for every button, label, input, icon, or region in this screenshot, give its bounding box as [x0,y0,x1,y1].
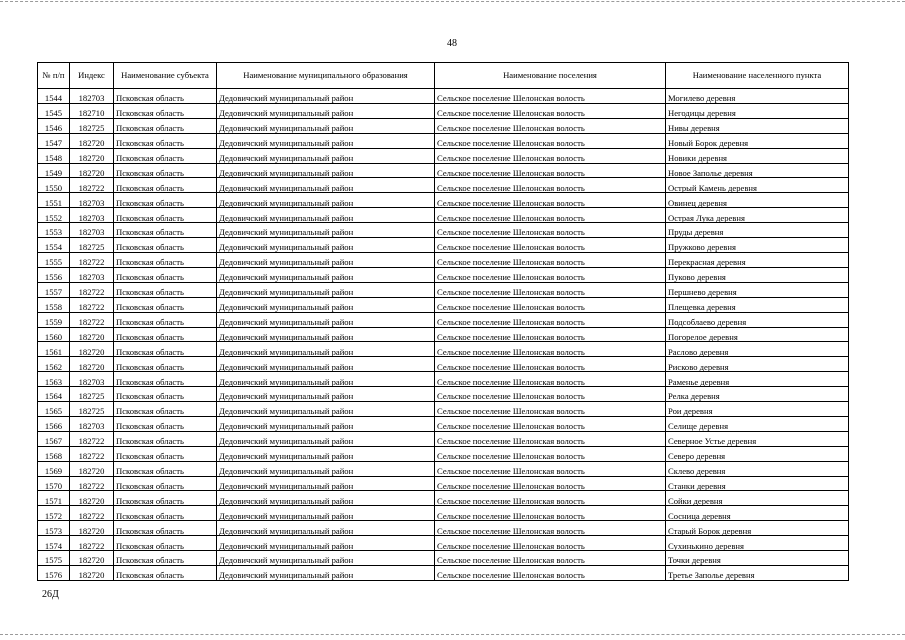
header-index: Индекс [70,63,114,89]
scan-bottom-edge [0,634,905,635]
postal-index-cell: 182710 [70,103,114,118]
row-number-cell: 1546 [38,118,70,133]
table-row [38,178,849,193]
settlement-cell: Сельское поселение Шелонская волость [435,118,666,133]
locality-cell: Северное Устье деревня [666,431,849,446]
header-number: № п/п [38,63,70,89]
municipality-cell: Дедовичский муниципальный район [217,282,435,297]
row-number-cell: 1568 [38,446,70,461]
locality-cell: Релка деревня [666,387,849,402]
postal-index-cell: 182703 [70,89,114,104]
subject-cell: Псковская область [114,208,217,223]
settlement-cell: Сельское поселение Шелонская волость [435,193,666,208]
postal-index-cell: 182720 [70,357,114,372]
locality-cell: Сосница деревня [666,506,849,521]
row-number-cell: 1564 [38,387,70,402]
settlement-cell: Сельское поселение Шелонская волость [435,402,666,417]
settlement-cell: Сельское поселение Шелонская волость [435,327,666,342]
postal-index-cell: 182720 [70,148,114,163]
subject-cell: Псковская область [114,402,217,417]
locality-cell: Плещевка деревня [666,297,849,312]
row-number-cell: 1558 [38,297,70,312]
subject-cell: Псковская область [114,178,217,193]
table-body [38,89,849,581]
subject-cell: Псковская область [114,357,217,372]
postal-index-cell: 182722 [70,252,114,267]
table-row [38,491,849,506]
page-number: 48 [447,38,457,49]
settlement-cell: Сельское поселение Шелонская волость [435,103,666,118]
locality-cell: Северо деревня [666,446,849,461]
table-row [38,566,849,581]
subject-cell: Псковская область [114,342,217,357]
postal-index-cell: 182725 [70,238,114,253]
row-number-cell: 1553 [38,223,70,238]
row-number-cell: 1549 [38,163,70,178]
settlement-cell: Сельское поселение Шелонская волость [435,297,666,312]
municipality-cell: Дедовичский муниципальный район [217,327,435,342]
subject-cell: Псковская область [114,566,217,581]
settlement-cell: Сельское поселение Шелонская волость [435,238,666,253]
locality-cell: Острая Лука деревня [666,208,849,223]
row-number-cell: 1574 [38,536,70,551]
locality-cell: Пружково деревня [666,238,849,253]
row-number-cell: 1550 [38,178,70,193]
table-row [38,193,849,208]
row-number-cell: 1572 [38,506,70,521]
settlement-cell: Сельское поселение Шелонская волость [435,372,666,387]
municipality-cell: Дедовичский муниципальный район [217,133,435,148]
settlement-cell: Сельское поселение Шелонская волость [435,89,666,104]
row-number-cell: 1561 [38,342,70,357]
row-number-cell: 1548 [38,148,70,163]
locality-cell: Новый Борок деревня [666,133,849,148]
locality-cell: Рои деревня [666,402,849,417]
settlement-cell: Сельское поселение Шелонская волость [435,476,666,491]
subject-cell: Псковская область [114,133,217,148]
settlement-cell: Сельское поселение Шелонская волость [435,267,666,282]
table-row [38,416,849,431]
postal-index-cell: 182720 [70,327,114,342]
locality-cell: Новики деревня [666,148,849,163]
settlement-cell: Сельское поселение Шелонская волость [435,551,666,566]
municipality-cell: Дедовичский муниципальный район [217,193,435,208]
settlement-cell: Сельское поселение Шелонская волость [435,208,666,223]
municipality-cell: Дедовичский муниципальный район [217,476,435,491]
table-row [38,446,849,461]
row-number-cell: 1545 [38,103,70,118]
settlement-cell: Сельское поселение Шелонская волость [435,461,666,476]
settlement-cell: Сельское поселение Шелонская волость [435,416,666,431]
postal-index-cell: 182720 [70,461,114,476]
municipality-cell: Дедовичский муниципальный район [217,223,435,238]
page-footer-code: 26Д [42,589,59,600]
settlement-cell: Сельское поселение Шелонская волость [435,148,666,163]
locality-cell: Погорелое деревня [666,327,849,342]
table-row [38,238,849,253]
subject-cell: Псковская область [114,297,217,312]
municipality-cell: Дедовичский муниципальный район [217,431,435,446]
settlement-cell: Сельское поселение Шелонская волость [435,252,666,267]
locality-cell: Станки деревня [666,476,849,491]
table-row [38,297,849,312]
settlement-cell: Сельское поселение Шелонская волость [435,506,666,521]
header-settlement: Наименование поселения [435,63,666,89]
subject-cell: Псковская область [114,312,217,327]
row-number-cell: 1556 [38,267,70,282]
subject-cell: Псковская область [114,252,217,267]
municipality-cell: Дедовичский муниципальный район [217,238,435,253]
locality-cell: Склево деревня [666,461,849,476]
subject-cell: Псковская область [114,193,217,208]
postal-index-cell: 182722 [70,297,114,312]
subject-cell: Псковская область [114,148,217,163]
table-row [38,89,849,104]
subject-cell: Псковская область [114,238,217,253]
row-number-cell: 1569 [38,461,70,476]
table-row [38,118,849,133]
municipality-cell: Дедовичский муниципальный район [217,267,435,282]
municipality-cell: Дедовичский муниципальный район [217,312,435,327]
locality-cell: Раменье деревня [666,372,849,387]
table-row [38,506,849,521]
subject-cell: Псковская область [114,476,217,491]
table-row [38,103,849,118]
municipality-cell: Дедовичский муниципальный район [217,461,435,476]
municipality-cell: Дедовичский муниципальный район [217,89,435,104]
postal-index-cell: 182725 [70,387,114,402]
row-number-cell: 1557 [38,282,70,297]
table-row [38,342,849,357]
row-number-cell: 1555 [38,252,70,267]
row-number-cell: 1554 [38,238,70,253]
subject-cell: Псковская область [114,223,217,238]
municipality-cell: Дедовичский муниципальный район [217,416,435,431]
table-row [38,551,849,566]
subject-cell: Псковская область [114,416,217,431]
postal-index-cell: 182722 [70,476,114,491]
table-row [38,163,849,178]
municipality-cell: Дедовичский муниципальный район [217,297,435,312]
table-row [38,357,849,372]
municipality-cell: Дедовичский муниципальный район [217,357,435,372]
table-row [38,327,849,342]
table-row [38,282,849,297]
subject-cell: Псковская область [114,372,217,387]
subject-cell: Псковская область [114,446,217,461]
table-row [38,431,849,446]
postal-index-cell: 182722 [70,312,114,327]
settlement-cell: Сельское поселение Шелонская волость [435,566,666,581]
subject-cell: Псковская область [114,267,217,282]
header-subject: Наименование субъекта [114,63,217,89]
postal-index-cell: 182720 [70,342,114,357]
postal-index-cell: 182703 [70,372,114,387]
locality-cell: Негодицы деревня [666,103,849,118]
locality-cell: Могилево деревня [666,89,849,104]
table-row [38,521,849,536]
subject-cell: Псковская область [114,491,217,506]
settlement-registry-table [37,62,849,581]
settlement-cell: Сельское поселение Шелонская волость [435,223,666,238]
subject-cell: Псковская область [114,461,217,476]
postal-index-cell: 182722 [70,446,114,461]
row-number-cell: 1565 [38,402,70,417]
subject-cell: Псковская область [114,506,217,521]
subject-cell: Псковская область [114,89,217,104]
postal-index-cell: 182703 [70,223,114,238]
postal-index-cell: 182720 [70,491,114,506]
municipality-cell: Дедовичский муниципальный район [217,163,435,178]
subject-cell: Псковская область [114,327,217,342]
postal-index-cell: 182703 [70,416,114,431]
municipality-cell: Дедовичский муниципальный район [217,178,435,193]
settlement-cell: Сельское поселение Шелонская волость [435,491,666,506]
postal-index-cell: 182720 [70,566,114,581]
settlement-cell: Сельское поселение Шелонская волость [435,431,666,446]
locality-cell: Старый Борок деревня [666,521,849,536]
table-row [38,312,849,327]
table-header-row [38,63,849,89]
postal-index-cell: 182722 [70,431,114,446]
postal-index-cell: 182720 [70,551,114,566]
postal-index-cell: 182722 [70,536,114,551]
table-row [38,372,849,387]
row-number-cell: 1547 [38,133,70,148]
municipality-cell: Дедовичский муниципальный район [217,446,435,461]
postal-index-cell: 182720 [70,133,114,148]
municipality-cell: Дедовичский муниципальный район [217,536,435,551]
municipality-cell: Дедовичский муниципальный район [217,387,435,402]
locality-cell: Пруды деревня [666,223,849,238]
locality-cell: Овинец деревня [666,193,849,208]
municipality-cell: Дедовичский муниципальный район [217,491,435,506]
subject-cell: Псковская область [114,282,217,297]
table-row [38,133,849,148]
postal-index-cell: 182722 [70,506,114,521]
municipality-cell: Дедовичский муниципальный район [217,103,435,118]
table-row [38,223,849,238]
subject-cell: Псковская область [114,387,217,402]
table-row [38,252,849,267]
municipality-cell: Дедовичский муниципальный район [217,566,435,581]
municipality-cell: Дедовичский муниципальный район [217,342,435,357]
subject-cell: Псковская область [114,551,217,566]
scan-top-edge [0,1,905,2]
postal-index-cell: 182720 [70,521,114,536]
municipality-cell: Дедовичский муниципальный район [217,148,435,163]
settlement-cell: Сельское поселение Шелонская волость [435,312,666,327]
row-number-cell: 1560 [38,327,70,342]
subject-cell: Псковская область [114,536,217,551]
settlement-cell: Сельское поселение Шелонская волость [435,342,666,357]
table-row [38,387,849,402]
municipality-cell: Дедовичский муниципальный район [217,402,435,417]
row-number-cell: 1566 [38,416,70,431]
table-row [38,402,849,417]
municipality-cell: Дедовичский муниципальный район [217,118,435,133]
row-number-cell: 1573 [38,521,70,536]
subject-cell: Псковская область [114,163,217,178]
settlement-cell: Сельское поселение Шелонская волость [435,163,666,178]
postal-index-cell: 182703 [70,193,114,208]
row-number-cell: 1544 [38,89,70,104]
locality-cell: Нивы деревня [666,118,849,133]
row-number-cell: 1570 [38,476,70,491]
row-number-cell: 1576 [38,566,70,581]
municipality-cell: Дедовичский муниципальный район [217,372,435,387]
row-number-cell: 1567 [38,431,70,446]
table-row [38,536,849,551]
row-number-cell: 1559 [38,312,70,327]
header-locality: Наименование населенного пункта [666,63,849,89]
subject-cell: Псковская область [114,118,217,133]
table-row [38,476,849,491]
postal-index-cell: 182722 [70,282,114,297]
settlement-cell: Сельское поселение Шелонская волость [435,446,666,461]
row-number-cell: 1562 [38,357,70,372]
municipality-cell: Дедовичский муниципальный район [217,208,435,223]
subject-cell: Псковская область [114,521,217,536]
locality-cell: Раслово деревня [666,342,849,357]
locality-cell: Точки деревня [666,551,849,566]
settlement-cell: Сельское поселение Шелонская волость [435,282,666,297]
header-municipality: Наименование муниципального образования [217,63,435,89]
locality-cell: Перекрасная деревня [666,252,849,267]
subject-cell: Псковская область [114,431,217,446]
locality-cell: Селище деревня [666,416,849,431]
municipality-cell: Дедовичский муниципальный район [217,551,435,566]
postal-index-cell: 182725 [70,118,114,133]
postal-index-cell: 182703 [70,208,114,223]
locality-cell: Подсоблаево деревня [666,312,849,327]
row-number-cell: 1552 [38,208,70,223]
table-row [38,461,849,476]
row-number-cell: 1563 [38,372,70,387]
locality-cell: Першнево деревня [666,282,849,297]
municipality-cell: Дедовичский муниципальный район [217,506,435,521]
table-row [38,267,849,282]
locality-cell: Третье Заполье деревня [666,566,849,581]
postal-index-cell: 182703 [70,267,114,282]
postal-index-cell: 182720 [70,163,114,178]
row-number-cell: 1551 [38,193,70,208]
postal-index-cell: 182725 [70,402,114,417]
settlement-cell: Сельское поселение Шелонская волость [435,357,666,372]
settlement-cell: Сельское поселение Шелонская волость [435,536,666,551]
settlement-cell: Сельское поселение Шелонская волость [435,521,666,536]
locality-cell: Острый Камень деревня [666,178,849,193]
locality-cell: Сухинькино деревня [666,536,849,551]
table-row [38,208,849,223]
settlement-cell: Сельское поселение Шелонская волость [435,178,666,193]
row-number-cell: 1575 [38,551,70,566]
locality-cell: Новое Заполье деревня [666,163,849,178]
locality-cell: Пуково деревня [666,267,849,282]
municipality-cell: Дедовичский муниципальный район [217,252,435,267]
settlement-cell: Сельское поселение Шелонская волость [435,133,666,148]
settlement-cell: Сельское поселение Шелонская волость [435,387,666,402]
subject-cell: Псковская область [114,103,217,118]
locality-cell: Сойки деревня [666,491,849,506]
municipality-cell: Дедовичский муниципальный район [217,521,435,536]
postal-index-cell: 182722 [70,178,114,193]
table-row [38,148,849,163]
row-number-cell: 1571 [38,491,70,506]
locality-cell: Рисково деревня [666,357,849,372]
